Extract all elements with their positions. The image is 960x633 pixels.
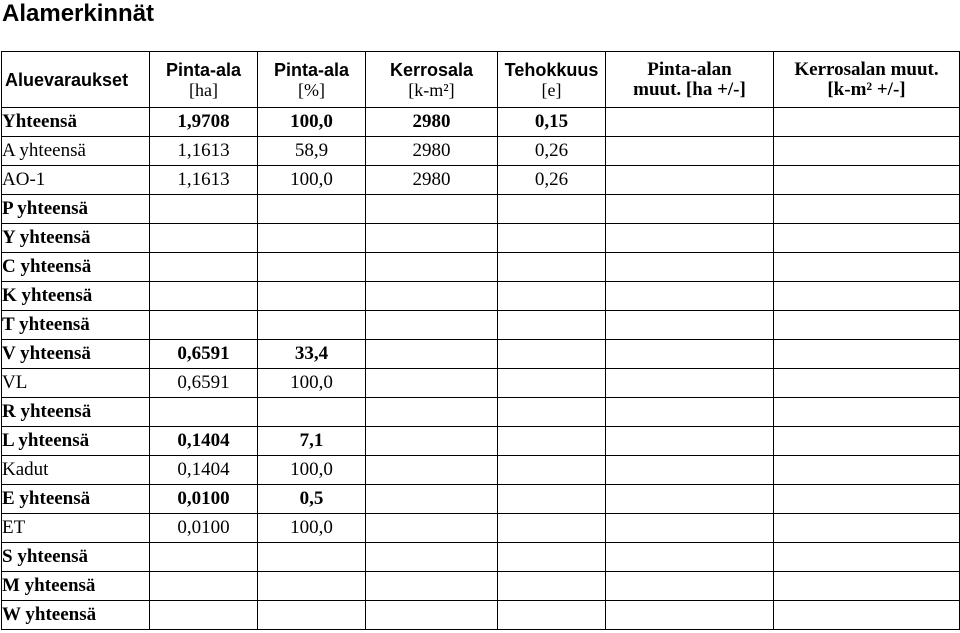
cell-area-change [606,311,774,340]
header-floor-change [774,52,960,108]
cell-area-pct [258,224,366,253]
cell-area-pct: 100,0 [258,456,366,485]
header-aluevaraukset [2,52,150,108]
header-label: Aluevaraukset [5,69,129,90]
cell-floor-area [366,311,498,340]
cell-area-ha [150,572,258,601]
cell-area-pct [258,253,366,282]
cell-name: E yhteensä [2,485,150,514]
cell-area-ha [150,398,258,427]
cell-floor-change [774,543,960,572]
cell-floor-area [366,224,498,253]
cell-area-pct [258,601,366,630]
table-body [2,108,960,630]
table-row [2,166,960,195]
header-label: Kerrosalan muut. [794,58,939,80]
cell-name: AO-1 [2,166,150,195]
cell-area-ha [150,253,258,282]
table-row [2,311,960,340]
cell-name: A yhteensä [2,137,150,166]
cell-efficiency [498,282,606,311]
cell-name: R yhteensä [2,398,150,427]
cell-area-ha [150,543,258,572]
cell-efficiency [498,572,606,601]
cell-area-ha [150,224,258,253]
table-row [2,485,960,514]
cell-floor-area [366,456,498,485]
cell-name: Y yhteensä [2,224,150,253]
cell-area-ha: 1,9708 [150,108,258,137]
cell-floor-change [774,166,960,195]
cell-area-change [606,340,774,369]
header-area-change [606,52,774,108]
header-label: Pinta-alan [647,58,732,80]
cell-area-change [606,369,774,398]
cell-name: Yhteensä [2,108,150,137]
cell-name: S yhteensä [2,543,150,572]
cell-area-change [606,253,774,282]
cell-efficiency [498,311,606,340]
cell-area-pct [258,543,366,572]
cell-name: M yhteensä [2,572,150,601]
cell-name: Kadut [2,456,150,485]
cell-area-pct: 100,0 [258,166,366,195]
cell-efficiency [498,195,606,224]
cell-floor-change [774,195,960,224]
table-header-row [2,52,960,108]
cell-name: T yhteensä [2,311,150,340]
cell-name: V yhteensä [2,340,150,369]
cell-area-ha: 0,0100 [150,485,258,514]
header-unit: [%] [298,79,325,100]
cell-area-ha: 0,6591 [150,340,258,369]
table-row [2,398,960,427]
cell-floor-change [774,311,960,340]
cell-floor-change [774,108,960,137]
cell-floor-change [774,253,960,282]
cell-floor-area [366,340,498,369]
header-unit: muut. [ha +/-] [633,78,746,100]
table-row [2,224,960,253]
header-area-pct [258,52,366,108]
cell-name: W yhteensä [2,601,150,630]
page-title: Alamerkinnät [2,0,155,27]
cell-area-change [606,166,774,195]
cell-floor-change [774,398,960,427]
table-row [2,282,960,311]
header-unit: [k-m²] [408,79,455,100]
cell-area-ha: 1,1613 [150,166,258,195]
cell-area-change [606,195,774,224]
header-label: Pinta-ala [165,59,242,80]
cell-area-change [606,572,774,601]
cell-area-ha [150,311,258,340]
cell-floor-change [774,137,960,166]
cell-floor-area [366,514,498,543]
cell-floor-area [366,253,498,282]
cell-floor-area [366,195,498,224]
cell-area-change [606,543,774,572]
cell-area-ha: 0,0100 [150,514,258,543]
table-row [2,253,960,282]
cell-floor-change [774,601,960,630]
cell-floor-change [774,340,960,369]
cell-efficiency: 0,26 [498,137,606,166]
table-row [2,427,960,456]
cell-floor-area [366,543,498,572]
cell-area-pct: 100,0 [258,514,366,543]
cell-floor-area [366,398,498,427]
cell-name: K yhteensä [2,282,150,311]
cell-area-ha: 1,1613 [150,137,258,166]
table-row [2,572,960,601]
cell-area-pct [258,282,366,311]
cell-area-ha [150,282,258,311]
header-unit: [ha] [189,79,218,100]
cell-floor-change [774,282,960,311]
cell-area-pct: 0,5 [258,485,366,514]
table-row [2,601,960,630]
cell-efficiency [498,398,606,427]
cell-floor-area [366,601,498,630]
table-row [2,543,960,572]
cell-floor-area [366,572,498,601]
cell-area-change [606,514,774,543]
cell-area-pct: 7,1 [258,427,366,456]
header-unit: [k-m² +/-] [827,78,906,100]
table-row [2,137,960,166]
cell-floor-change [774,427,960,456]
area-reservations-table [1,51,960,630]
cell-floor-area [366,485,498,514]
cell-efficiency [498,369,606,398]
cell-name: ET [2,514,150,543]
cell-floor-area: 2980 [366,166,498,195]
cell-name: P yhteensä [2,195,150,224]
cell-area-change [606,427,774,456]
cell-efficiency [498,485,606,514]
cell-area-pct [258,311,366,340]
cell-floor-area: 2980 [366,108,498,137]
table-row [2,369,960,398]
cell-area-ha: 0,1404 [150,456,258,485]
cell-floor-change [774,456,960,485]
cell-area-pct: 33,4 [258,340,366,369]
cell-floor-change [774,572,960,601]
cell-area-change [606,601,774,630]
cell-floor-area [366,427,498,456]
cell-area-change [606,282,774,311]
cell-floor-area [366,369,498,398]
cell-area-pct [258,398,366,427]
table-row [2,108,960,137]
header-label: Kerrosala [389,59,474,80]
header-label: Pinta-ala [273,59,350,80]
cell-name: L yhteensä [2,427,150,456]
header-area-ha [150,52,258,108]
cell-efficiency [498,514,606,543]
cell-floor-change [774,224,960,253]
cell-area-ha [150,195,258,224]
cell-area-pct: 100,0 [258,369,366,398]
cell-efficiency: 0,15 [498,108,606,137]
header-unit: [e] [541,79,562,100]
cell-area-change [606,137,774,166]
cell-floor-area [366,282,498,311]
cell-efficiency [498,427,606,456]
cell-floor-change [774,485,960,514]
cell-efficiency [498,253,606,282]
cell-efficiency [498,456,606,485]
cell-name: C yhteensä [2,253,150,282]
cell-floor-area: 2980 [366,137,498,166]
cell-efficiency [498,224,606,253]
cell-efficiency [498,601,606,630]
table-row [2,514,960,543]
cell-area-ha [150,601,258,630]
cell-area-ha: 0,6591 [150,369,258,398]
header-label: Tehokkuus [504,59,599,80]
table-row [2,340,960,369]
cell-area-pct [258,572,366,601]
cell-name: VL [2,369,150,398]
cell-efficiency: 0,26 [498,166,606,195]
cell-area-change [606,224,774,253]
cell-efficiency [498,543,606,572]
cell-efficiency [498,340,606,369]
cell-area-pct [258,195,366,224]
cell-area-change [606,456,774,485]
cell-area-pct: 58,9 [258,137,366,166]
cell-floor-change [774,369,960,398]
header-efficiency [498,52,606,108]
header-floor-area [366,52,498,108]
cell-area-ha: 0,1404 [150,427,258,456]
cell-area-change [606,485,774,514]
cell-area-pct: 100,0 [258,108,366,137]
table-row [2,456,960,485]
cell-area-change [606,108,774,137]
table-row [2,195,960,224]
cell-floor-change [774,514,960,543]
cell-area-change [606,398,774,427]
